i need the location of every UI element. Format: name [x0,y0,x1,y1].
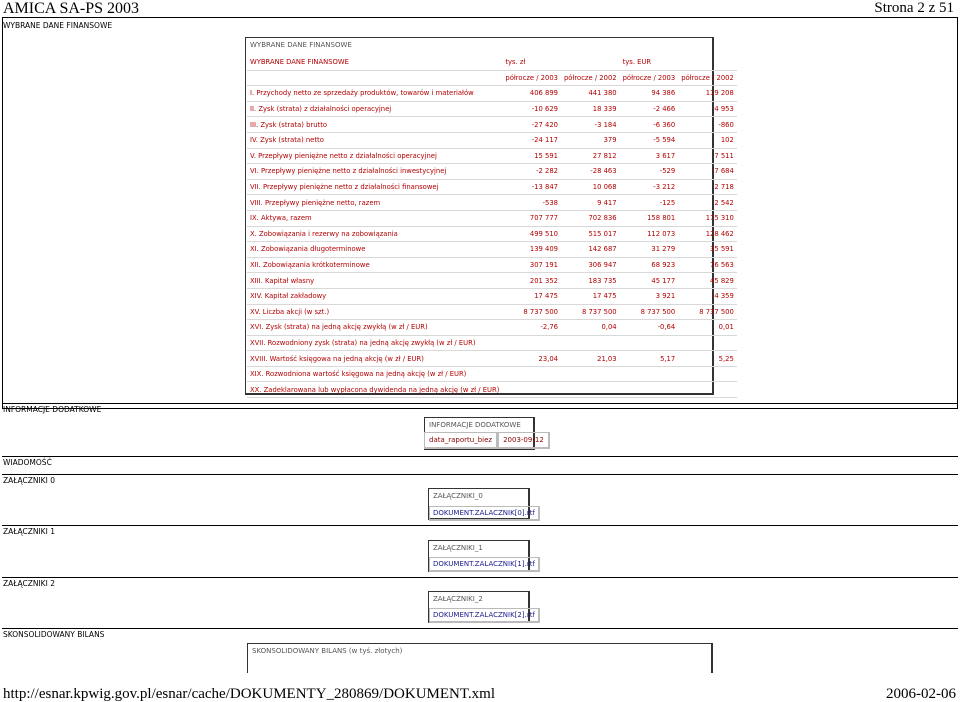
row-value: 76 563 [678,258,737,274]
row-label: X. Zobowiązania i rezerwy na zobowiązania [247,227,502,243]
table-row [247,336,737,352]
row-label: XVIII. Wartość księgowa na jedną akcję (w zł / EUR) [247,351,502,367]
row-value: 128 462 [678,227,737,243]
row-value: 0,01 [678,320,737,336]
row-value: -5 594 [620,133,679,149]
table-row [247,86,737,102]
row-value: 17 475 [502,289,561,305]
section-label-message: WIADOMOŚĆ [3,458,52,467]
table-row [247,195,737,211]
row-value: 45 177 [620,273,679,289]
table-row [247,382,737,398]
row-label: XIX. Rozwodniona wartość księgowa na jedną akcję (w zł / EUR) [247,367,502,383]
row-value: 23,04 [502,351,561,367]
row-label: XX. Zadeklarowana lub wypłacona dywidenda na jedną akcję (w zł / EUR) [247,382,502,398]
row-value: -7 684 [678,164,737,180]
footer-url[interactable]: http://esnar.kpwig.gov.pl/esnar/cache/DOKUMENTY_280869/DOKUMENT.xml [3,686,496,702]
table-row [247,180,737,196]
row-value: 94 386 [620,86,679,102]
row-label: VIII. Przepływy pieniężne netto, razem [247,195,502,211]
row-label: II. Zysk (strata) z działalności operacyjnej [247,102,502,118]
period-header-row [247,71,737,87]
period-1: półrocze / 2003 [502,71,561,87]
row-value: 5,17 [620,351,679,367]
row-value: 702 836 [561,211,620,227]
attachment-link-0[interactable]: DOKUMENT.ZALACZNIK[0].rtf [429,506,540,521]
row-value: 8 737 500 [502,305,561,321]
row-value: 68 923 [620,258,679,274]
row-value [678,367,737,383]
period-4: półrocze / 2002 [678,71,737,87]
row-value: 158 801 [620,211,679,227]
row-value: 7 511 [678,149,737,165]
section-label-financial: WYBRANE DANE FINANSOWE [3,21,113,30]
table-row [247,211,737,227]
table-row [247,164,737,180]
row-value: 4 359 [678,289,737,305]
row-value: -3 184 [561,117,620,133]
row-value: 102 [678,133,737,149]
section-label-attachments-0: ZAŁĄCZNIKI 0 [3,476,55,485]
row-value: 31 279 [620,242,679,258]
row-value: 112 073 [620,227,679,243]
table-row [247,305,737,321]
attachment-title-0: ZAŁĄCZNIKI_0 [433,492,483,500]
row-value [620,367,679,383]
row-value [561,367,620,383]
row-value: 183 735 [561,273,620,289]
row-value: 142 687 [561,242,620,258]
row-value: 441 380 [561,86,620,102]
row-value: 21,03 [561,351,620,367]
row-value: 201 352 [502,273,561,289]
row-value [678,382,737,398]
row-value [502,382,561,398]
row-value: -13 847 [502,180,561,196]
row-value: 175 310 [678,211,737,227]
row-value: 15 591 [502,149,561,165]
period-2: półrocze / 2002 [561,71,620,87]
info-box-title: INFORMACJE DODATKOWE [429,421,521,429]
row-value [502,367,561,383]
row-value: -10 629 [502,102,561,118]
financial-box-title: WYBRANE DANE FINANSOWE [250,41,352,49]
row-value [502,336,561,352]
row-label: V. Przepływy pieniężne netto z działalności operacyjnej [247,149,502,165]
table-row [247,273,737,289]
table-row [247,133,737,149]
row-value: 45 829 [678,273,737,289]
row-value: -2,76 [502,320,561,336]
row-value: 499 510 [502,227,561,243]
row-value: -24 117 [502,133,561,149]
row-value: 8 737 500 [561,305,620,321]
table-row [247,149,737,165]
row-label: XIV. Kapitał zakładowy [247,289,502,305]
row-label: XI. Zobowiązania długoterminowe [247,242,502,258]
unit-pln: tys. zł [502,55,561,71]
footer-date: 2006-02-06 [886,686,956,702]
info-value: 2003-09-12 [498,432,550,449]
row-value: 406 899 [502,86,561,102]
row-value: 35 591 [678,242,737,258]
row-label: XII. Zobowiązania krótkoterminowe [247,258,502,274]
financial-table [247,55,737,398]
row-value [620,336,679,352]
row-value: 2 542 [678,195,737,211]
table-header-row [247,55,737,71]
row-value: -2 282 [502,164,561,180]
row-value: 18 339 [561,102,620,118]
row-value: -538 [502,195,561,211]
info-row [424,432,550,449]
row-value: 119 208 [678,86,737,102]
row-value [561,382,620,398]
row-value: 4 953 [678,102,737,118]
row-value: 8 737 500 [620,305,679,321]
row-label: IV. Zysk (strata) netto [247,133,502,149]
row-value: -529 [620,164,679,180]
attachment-link-2[interactable]: DOKUMENT.ZALACZNIK[2].rtf [429,608,540,623]
balance-box [247,643,713,673]
table-row [247,320,737,336]
section-label-attachments-2: ZAŁĄCZNIKI 2 [3,579,55,588]
attachment-link-1[interactable]: DOKUMENT.ZALACZNIK[1].rtf [429,557,540,572]
page-number: Strona 2 z 51 [874,0,954,16]
balance-box-title: SKONSOLIDOWANY BILANS (w tyś. złotych) [252,647,403,655]
row-value: 10 068 [561,180,620,196]
row-value: -27 420 [502,117,561,133]
row-value: -2 466 [620,102,679,118]
section-label-balance: SKONSOLIDOWANY BILANS [3,630,105,639]
row-label: I. Przychody netto ze sprzedaży produktów, towarów i materiałów [247,86,502,102]
section-label-attachments-1: ZAŁĄCZNIKI 1 [3,527,55,536]
page-header-title: AMICA SA-PS 2003 [3,0,140,17]
row-label: IX. Aktywa, razem [247,211,502,227]
table-row [247,102,737,118]
table-row [247,367,737,383]
row-value: 306 947 [561,258,620,274]
row-label: VII. Przepływy pieniężne netto z działalności finansowej [247,180,502,196]
row-value: 379 [561,133,620,149]
row-value [561,336,620,352]
row-label: XVI. Zysk (strata) na jedną akcję zwykłą (w zł / EUR) [247,320,502,336]
row-value: 0,04 [561,320,620,336]
row-label: XIII. Kapitał własny [247,273,502,289]
row-value: -125 [620,195,679,211]
table-row [247,242,737,258]
row-value: -860 [678,117,737,133]
row-value: 139 409 [502,242,561,258]
row-value: 307 191 [502,258,561,274]
row-value: 515 017 [561,227,620,243]
row-value [620,382,679,398]
row-value: 8 737 500 [678,305,737,321]
row-value: 3 921 [620,289,679,305]
table-row [247,289,737,305]
table-title-cell: WYBRANE DANE FINANSOWE [247,55,502,71]
row-value: -28 463 [561,164,620,180]
row-value: -6 360 [620,117,679,133]
row-value: 9 417 [561,195,620,211]
row-label: XVII. Rozwodniony zysk (strata) na jedną akcję zwykłą (w zł / EUR) [247,336,502,352]
table-row [247,351,737,367]
unit-eur: tys. EUR [620,55,679,71]
row-label: VI. Przepływy pieniężne netto z działalności inwestycyjnej [247,164,502,180]
attachment-title-1: ZAŁĄCZNIKI_1 [433,544,483,552]
row-value: 27 812 [561,149,620,165]
attachment-title-2: ZAŁĄCZNIKI_2 [433,595,483,603]
row-value: -0,64 [620,320,679,336]
table-row [247,258,737,274]
row-value: 2 718 [678,180,737,196]
table-row [247,117,737,133]
section-label-info: INFORMACJE DODATKOWE [3,405,102,414]
row-label: III. Zysk (strata) brutto [247,117,502,133]
row-value: 17 475 [561,289,620,305]
info-key: data_raportu_biez [424,432,498,449]
row-value: -3 212 [620,180,679,196]
period-3: półrocze / 2003 [620,71,679,87]
table-row [247,227,737,243]
row-label: XV. Liczba akcji (w szt.) [247,305,502,321]
row-value: 707 777 [502,211,561,227]
row-value: 5,25 [678,351,737,367]
row-value [678,336,737,352]
row-value: 3 617 [620,149,679,165]
